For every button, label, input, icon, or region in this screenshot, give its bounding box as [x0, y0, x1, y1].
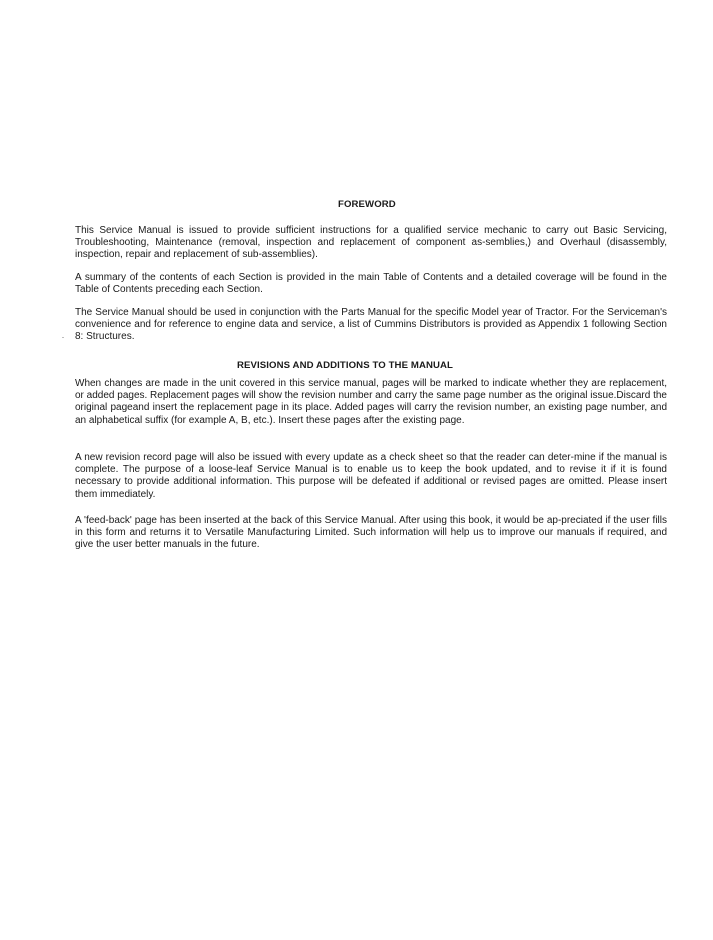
foreword-paragraph-1: This Service Manual is issued to provide sufficient instructions for a qualified service mechanic to carry out Basic Servicing, Troubleshooting, Maintenance (removal, inspection and replacement of component as-semblies,) and Overhaul (disassembly, inspection, repair and replacement of sub-assemblies).	[75, 225, 667, 261]
revisions-paragraph-1: When changes are made in the unit covered in this service manual, pages will be marked to indicate whether they are replacement, or added pages. Replacement pages will show the revision number and carry the same page number as the original issue.Discard the original pageand insert the replacement page in its place. Added pages will carry the revision number, an existing page number, and an alphabetical suffix (for example A, B, etc.). Insert these pages after the existing page.	[75, 378, 667, 426]
revisions-paragraph-2: A new revision record page will also be issued with every update as a check sheet so that the reader can deter-mine if the manual is complete. The purpose of a loose-leaf Service Manual is to enable us to keep the book updated, and to revise it if it is found necessary to provide additional information. This purpose will be defeated if additional or revised pages are omitted. Please insert them immediately.	[75, 452, 667, 500]
foreword-heading: FOREWORD	[338, 199, 396, 210]
revisions-paragraph-3: A 'feed-back' page has been inserted at the back of this Service Manual. After using this book, it would be ap-preciated if the user fills in this form and returns it to Versatile Manufacturing Limited. Such information will help us to improve our manuals if required, and give the user better manuals in the future.	[75, 515, 667, 551]
foreword-paragraph-3: The Service Manual should be used in conjunction with the Parts Manual for the specific Model year of Tractor. For the Serviceman's convenience and for reference to engine data and service, a list of Cummins Distributors is provided as Appendix 1 following Section 8: Structures.	[75, 307, 667, 343]
foreword-paragraph-2: A summary of the contents of each Section is provided in the main Table of Contents and a detailed coverage will be found in the Table of Contents preceding each Section.	[75, 272, 667, 296]
revisions-heading: REVISIONS AND ADDITIONS TO THE MANUAL	[237, 360, 454, 371]
scan-speck	[62, 337, 64, 338]
